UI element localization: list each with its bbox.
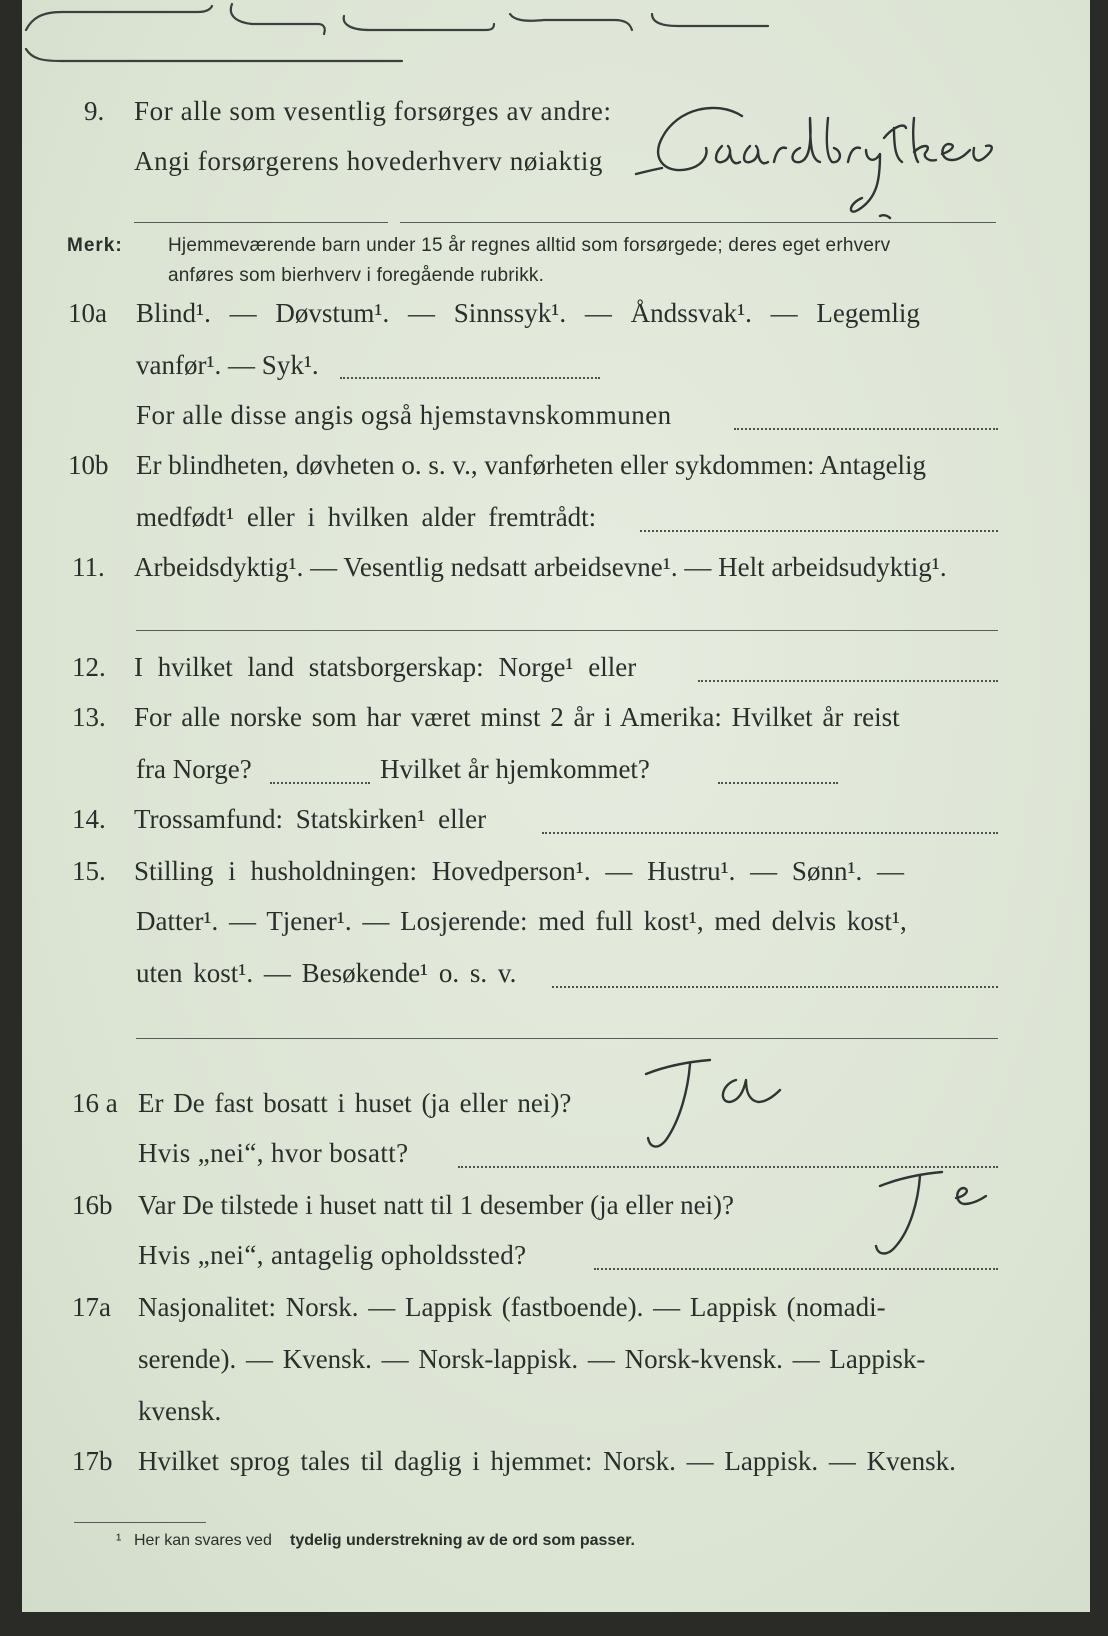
q17a-text-line1: Nasjonalitet: Norsk. — Lappisk (fastboende). — Lappisk (nomadi- <box>138 1292 886 1322</box>
merk-text-line1: Hjemmeværende barn under 15 år regnes alltid som forsørgede; deres eget erhverv <box>168 235 891 256</box>
q13-text-line2a: fra Norge? <box>136 754 252 784</box>
q16b-handwritten-answer <box>866 1160 1016 1270</box>
census-form-page <box>22 0 1090 1612</box>
q16b-text-line2: Hvis „nei“, antagelig opholdssted? <box>138 1240 527 1270</box>
q14-number: 14. <box>72 804 106 834</box>
q16a-text-line1: Er De fast bosatt i huset (ja eller nei)? <box>138 1088 572 1118</box>
q13-text-line1: For alle norske som har været minst 2 år i Amerika: Hvilket år reist <box>134 702 900 732</box>
q17b-underline-mark <box>22 45 442 75</box>
q10a-text-line2: vanfør¹. — Syk¹. <box>136 350 319 380</box>
q16b-text-line1: Var De tilstede i huset natt til 1 desember (ja eller nei)? <box>138 1190 735 1220</box>
q13-year-left-dots <box>270 782 370 784</box>
q10a-text-line3: For alle disse angis også hjemstavnskommunen <box>136 400 672 430</box>
q14-answer-dots <box>542 832 998 834</box>
q14-text-line1: Trossamfund: Statskirken¹ eller <box>134 804 487 834</box>
merk-text-line2: anføres som bierhverv i foregående rubrikk. <box>168 265 545 286</box>
q15-answer-dots <box>552 986 998 988</box>
q9-number: 9. <box>84 96 105 126</box>
q9-answer-line-a <box>134 222 388 223</box>
q17a-number: 17a <box>72 1292 111 1322</box>
footnote-text-plain: Her kan svares ved <box>134 1532 272 1549</box>
q17a-text-line3: kvensk. <box>138 1396 222 1426</box>
q16a-number: 16 a <box>72 1088 118 1118</box>
q15-answer-line <box>136 1038 998 1039</box>
q11-text-line1: Arbeidsdyktig¹. — Vesentlig nedsatt arbeidsevne¹. — Helt arbeidsudyktig¹. <box>134 552 947 582</box>
q9-text-line2: Angi forsørgerens hovederhverv nøiaktig <box>134 146 604 176</box>
q15-number: 15. <box>72 856 106 886</box>
q12-text-line1: I hvilket land statsborgerskap: Norge¹ eller <box>134 652 637 682</box>
merk-label: Merk: <box>67 235 123 256</box>
q11-number: 11. <box>72 552 105 582</box>
q12-answer-dots <box>698 680 998 682</box>
q16a-handwritten-answer <box>626 1050 796 1160</box>
q16a-text-line2: Hvis „nei“, hvor bosatt? <box>138 1138 409 1168</box>
q10a-answer-dots-1 <box>340 377 600 379</box>
q17b-text-line1: Hvilket sprog tales til daglig i hjemmet: Norsk. — Lappisk. — Kvensk. <box>138 1446 956 1476</box>
q11-answer-line <box>136 630 998 631</box>
q17a-text-line2: serende). — Kvensk. — Norsk-lappisk. — Norsk-kvensk. — Lappisk- <box>138 1344 926 1374</box>
q15-text-line1: Stilling i husholdningen: Hovedperson¹. — Hustru¹. — Sønn¹. — <box>134 856 905 886</box>
q15-text-line2: Datter¹. — Tjener¹. — Losjerende: med full kost¹, med delvis kost¹, <box>136 906 907 936</box>
q10b-text-line2: medfødt¹ eller i hvilken alder fremtrådt: <box>136 502 597 532</box>
q10b-answer-dots <box>640 530 998 532</box>
q15-text-line3: uten kost¹. — Besøkende¹ o. s. v. <box>136 958 517 988</box>
q9-handwritten-answer <box>622 98 1022 228</box>
q9-text-line1: For alle som vesentlig forsørges av andre: <box>134 96 612 126</box>
q16b-number: 16b <box>72 1190 113 1220</box>
q10a-text-line1: Blind¹. — Døvstum¹. — Sinnssyk¹. — Åndssvak¹. — Legemlig <box>136 298 920 328</box>
q10b-number: 10b <box>68 450 109 480</box>
q13-year-returned-dots <box>718 782 838 784</box>
q17a-underline-mark <box>648 10 778 40</box>
q10a-number: 10a <box>68 298 107 328</box>
q12-number: 12. <box>72 652 106 682</box>
q17b-number: 17b <box>72 1446 113 1476</box>
footnote-mark: ¹ <box>116 1532 122 1549</box>
footnote-emphasis: tydelig understrekning av de ord som passer. <box>290 1532 635 1549</box>
q13-text-line2b: Hvilket år hjemkommet? <box>380 754 650 784</box>
q16b-answer-dots <box>594 1268 998 1270</box>
q12-underline-mark <box>226 0 336 40</box>
q11-underline-mark <box>22 0 222 40</box>
footnote-text-bold <box>290 1532 635 1550</box>
q10a-answer-dots-2 <box>734 428 998 430</box>
q10b-text-line1: Er blindheten, døvheten o. s. v., vanførheten eller sykdommen: Antagelig <box>136 450 927 480</box>
q15-underline-mark <box>504 0 644 40</box>
q14-underline-mark <box>340 10 500 40</box>
q13-number: 13. <box>72 702 106 732</box>
footnote-separator <box>74 1522 206 1523</box>
